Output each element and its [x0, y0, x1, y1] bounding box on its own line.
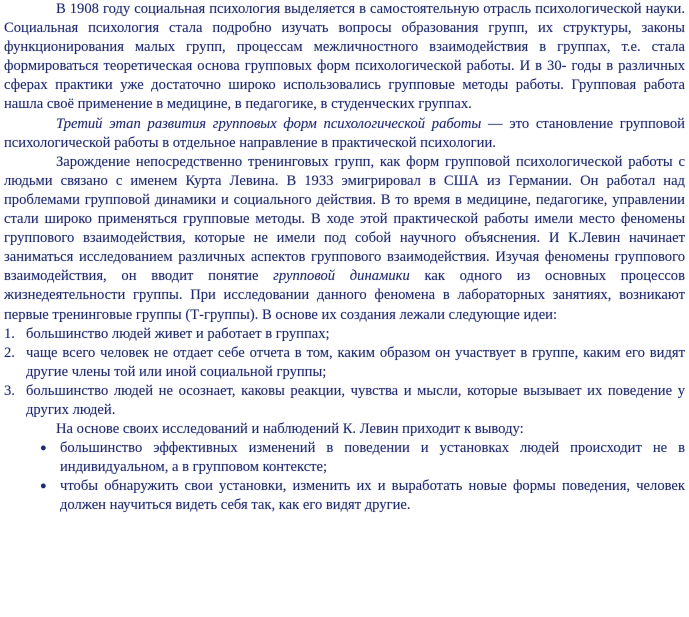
paragraph-third-stage	[4, 115, 685, 153]
list-item	[4, 344, 685, 382]
group-dynamics-term: групповой динамики	[273, 268, 410, 285]
kurt-lewin-text-a: Зарождение непосредственно тренинговых групп, как форм групповой психологической работы с людьми связано с именем Курта Левина. В 1933 эмигрировал в США из Германии. Он работал над проблемами групповой динамики и социального действия. В то время в медицине, педагогике, управлении стали широко применяться групповые методы. В ходе этой практической работы имели место феномены группового взаимодействия, которые не имели под собой научного объяснения. И К.Левин начинает заниматься исследованием различных аспектов группового взаимодействия. Изучая феномены группового взаимодействия, он вводит понятие	[4, 153, 685, 285]
list-item-text: чаще всего человек не отдает себе отчета в том, каким образом он участвует в группе, каким его видят другие члены той или иной социальной группы;	[26, 344, 685, 380]
third-stage-term: Третий этап развития групповых форм психологической работы	[56, 115, 482, 132]
list-item-text: большинство людей не осознает, каковы реакции, чувства и мысли, которые вызывает их поведение у других людей.	[26, 382, 685, 418]
list-number: 2.	[4, 344, 15, 361]
bullet-icon: ●	[40, 442, 47, 455]
list-item-text: большинство людей живет и работает в группах;	[26, 325, 330, 342]
list-item	[4, 439, 685, 477]
paragraph-social-psychology: В 1908 году социальная психология выделяется в самостоятельную отрасль психологической науки. Социальная психология стала подробно изучать вопросы образования групп, их структуры, законы функционирования малых групп, процессам межличностного взаимодействия в группах, т.е. стала формироваться теоретическая основа групповых форм психологической работы. И в 30- годы в различных сферах практики уже достаточно широко использовались групповые методы работы. Групповая работа нашла своё применение в медицине, в педагогике, в студенческих группах.	[4, 1, 685, 113]
conclusions-list	[4, 439, 685, 515]
kurt-lewin-text-b: как одного из основных процессов жизнедеятельности группы. При исследовании данного феномена в лабораторных занятиях, возникают первые тренинговые группы (Т-группы). В основе их создания лежали следующие идеи:	[4, 268, 685, 323]
list-item-text: чтобы обнаружить свои установки, изменить их и выработать новые формы поведения, человек должен научиться видеть себя так, как его видят другие.	[60, 478, 685, 514]
list-item	[4, 325, 685, 344]
list-number: 3.	[4, 382, 15, 399]
list-item	[4, 477, 685, 515]
third-stage-text: — это становление групповой психологической работы в отдельное направление в практической психологии.	[4, 115, 685, 151]
list-item-text: большинство эффективных изменений в поведении и установках людей происходит не в индивидуальном, а в групповом контексте;	[60, 440, 685, 476]
list-number: 1.	[4, 325, 15, 342]
paragraph-kurt-lewin	[4, 153, 685, 325]
list-item	[4, 382, 685, 420]
ideas-list	[4, 325, 685, 420]
paragraph-conclusion-intro: На основе своих исследований и наблюдений К. Левин приходит к выводу:	[56, 421, 524, 438]
bullet-icon: ●	[40, 480, 47, 493]
